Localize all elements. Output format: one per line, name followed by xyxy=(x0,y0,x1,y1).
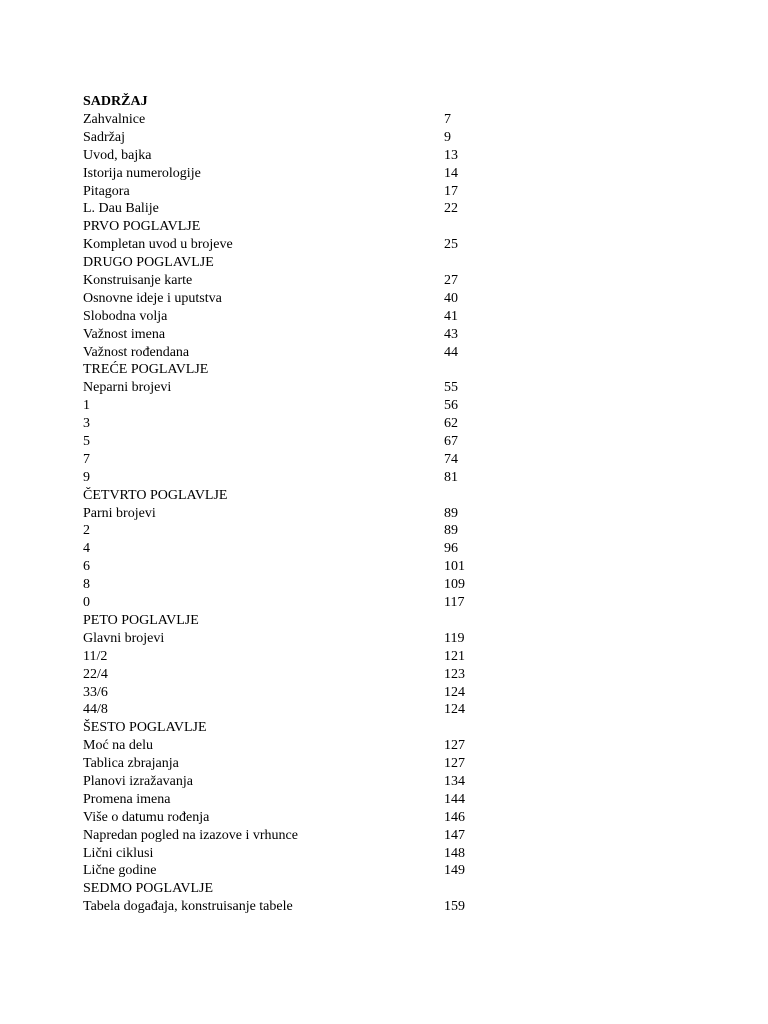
toc-entry-page-number: 127 xyxy=(444,756,465,772)
toc-entry-page-number: 41 xyxy=(444,308,458,324)
toc-entry-text: Lične godine xyxy=(83,863,157,879)
toc-entry xyxy=(83,648,503,666)
toc-entry-text: 9 xyxy=(83,469,90,485)
toc-entry-text: Uvod, bajka xyxy=(83,147,152,163)
toc-entry-page-number: 40 xyxy=(444,290,458,306)
toc-chapter-heading xyxy=(83,487,503,505)
toc-entry xyxy=(83,415,503,433)
table-of-contents xyxy=(83,93,503,916)
toc-entry-page-number: 101 xyxy=(444,559,465,575)
toc-entry xyxy=(83,433,503,451)
toc-entry-page-number: 74 xyxy=(444,451,458,467)
toc-entry-page-number: 17 xyxy=(444,183,458,199)
toc-entry-text: Slobodna volja xyxy=(83,308,168,324)
toc-entry xyxy=(83,200,503,218)
toc-entry-page-number: 13 xyxy=(444,147,458,163)
toc-entry-page-number: 117 xyxy=(444,595,465,611)
toc-entry-page-number: 81 xyxy=(444,469,458,485)
toc-entry-text: PETO POGLAVLJE xyxy=(83,612,199,628)
toc-entry-page-number: 44 xyxy=(444,344,458,360)
toc-entry-text: SEDMO POGLAVLJE xyxy=(83,881,214,897)
toc-entry-page-number: 119 xyxy=(444,630,465,646)
toc-entry-page-number: 124 xyxy=(444,702,465,718)
toc-entry xyxy=(83,308,503,326)
toc-entry xyxy=(83,451,503,469)
toc-entry xyxy=(83,684,503,702)
toc-entry xyxy=(83,111,503,129)
toc-entry xyxy=(83,791,503,809)
toc-entry-page-number: 43 xyxy=(444,326,458,342)
toc-entry-page-number: 89 xyxy=(444,523,458,539)
toc-entry-page-number: 149 xyxy=(444,863,465,879)
toc-entry-text: 8 xyxy=(83,577,90,593)
toc-entry-text: Tablica zbrajanja xyxy=(83,756,179,772)
toc-entry xyxy=(83,827,503,845)
toc-entry-page-number: 55 xyxy=(444,380,458,396)
toc-chapter-heading xyxy=(83,254,503,272)
toc-entry-text: Kompletan uvod u brojeve xyxy=(83,237,233,253)
toc-entry-text: 22/4 xyxy=(83,666,108,682)
toc-entry xyxy=(83,594,503,612)
toc-entry xyxy=(83,809,503,827)
toc-entry xyxy=(83,862,503,880)
toc-entry-text: Pitagora xyxy=(83,183,130,199)
toc-entry-text: 1 xyxy=(83,398,90,414)
toc-entry xyxy=(83,755,503,773)
toc-entry-text: ŠESTO POGLAVLJE xyxy=(83,720,207,736)
toc-entry xyxy=(83,236,503,254)
toc-entry-page-number: 14 xyxy=(444,165,458,181)
toc-entry-text: ČETVRTO POGLAVLJE xyxy=(83,487,228,503)
toc-entry xyxy=(83,898,503,916)
toc-entry xyxy=(83,183,503,201)
toc-entry xyxy=(83,630,503,648)
toc-entry xyxy=(83,272,503,290)
toc-title: SADRŽAJ xyxy=(83,94,148,109)
toc-list xyxy=(83,111,503,916)
toc-entry-page-number: 127 xyxy=(444,738,465,754)
toc-entry-page-number: 67 xyxy=(444,434,458,450)
toc-entry xyxy=(83,522,503,540)
toc-entry-text: Glavni brojevi xyxy=(83,630,165,646)
toc-entry-text: Konstruisanje karte xyxy=(83,273,193,289)
toc-entry xyxy=(83,505,503,523)
toc-entry-page-number: 159 xyxy=(444,899,465,915)
toc-entry-page-number: 146 xyxy=(444,809,465,825)
toc-entry-text: Važnost rođendana xyxy=(83,344,190,360)
toc-chapter-heading xyxy=(83,218,503,236)
toc-entry xyxy=(83,845,503,863)
toc-entry-text: Lični ciklusi xyxy=(83,845,154,861)
toc-entry-text: 3 xyxy=(83,416,90,432)
toc-entry xyxy=(83,701,503,719)
toc-entry-page-number: 7 xyxy=(444,112,451,127)
toc-entry xyxy=(83,773,503,791)
toc-entry-text: 2 xyxy=(83,523,90,539)
toc-entry-page-number: 124 xyxy=(444,684,465,700)
toc-entry xyxy=(83,737,503,755)
toc-entry-text: Tabela događaja, konstruisanje tabele xyxy=(83,899,293,915)
toc-entry-page-number: 22 xyxy=(444,201,458,217)
toc-entry-text: 7 xyxy=(83,451,90,467)
toc-entry-page-number: 121 xyxy=(444,648,465,664)
toc-entry-page-number: 123 xyxy=(444,666,465,682)
toc-entry xyxy=(83,129,503,147)
toc-entry-page-number: 9 xyxy=(444,129,451,145)
toc-entry-text: Više o datumu rođenja xyxy=(83,809,210,825)
toc-entry-text: Promena imena xyxy=(83,791,171,807)
toc-entry-page-number: 62 xyxy=(444,416,458,432)
toc-entry xyxy=(83,666,503,684)
toc-chapter-heading xyxy=(83,719,503,737)
toc-entry-text: 5 xyxy=(83,434,90,450)
toc-entry-page-number: 96 xyxy=(444,541,458,557)
toc-entry-text: Planovi izražavanja xyxy=(83,773,194,789)
toc-entry-text: 0 xyxy=(83,595,90,611)
toc-entry xyxy=(83,469,503,487)
toc-entry-text: Zahvalnice xyxy=(83,112,146,127)
toc-chapter-heading xyxy=(83,880,503,898)
toc-entry xyxy=(83,165,503,183)
toc-entry-text: TREĆE POGLAVLJE xyxy=(83,362,209,378)
toc-entry-text: Sadržaj xyxy=(83,129,125,145)
toc-entry xyxy=(83,576,503,594)
toc-entry-text: 4 xyxy=(83,541,90,557)
toc-entry-text: Neparni brojevi xyxy=(83,380,172,396)
toc-entry-page-number: 27 xyxy=(444,273,458,289)
toc-chapter-heading xyxy=(83,361,503,379)
toc-entry-page-number: 89 xyxy=(444,505,458,521)
toc-entry-text: 6 xyxy=(83,559,90,575)
toc-entry xyxy=(83,290,503,308)
toc-entry-page-number: 25 xyxy=(444,237,458,253)
toc-entry xyxy=(83,397,503,415)
toc-entry-page-number: 148 xyxy=(444,845,465,861)
toc-entry xyxy=(83,379,503,397)
toc-entry-text: 33/6 xyxy=(83,684,108,700)
toc-entry-text: Istorija numerologije xyxy=(83,165,201,181)
toc-entry xyxy=(83,558,503,576)
toc-entry-text: PRVO POGLAVLJE xyxy=(83,219,201,235)
toc-entry-page-number: 109 xyxy=(444,577,465,593)
toc-entry xyxy=(83,147,503,165)
toc-entry-page-number: 134 xyxy=(444,773,465,789)
toc-entry-text: Osnovne ideje i uputstva xyxy=(83,290,222,306)
toc-entry xyxy=(83,540,503,558)
toc-entry xyxy=(83,326,503,344)
toc-entry-text: Moć na delu xyxy=(83,738,153,754)
toc-entry-text: 44/8 xyxy=(83,702,108,718)
toc-entry-page-number: 144 xyxy=(444,791,465,807)
toc-entry-text: Parni brojevi xyxy=(83,505,156,521)
toc-entry xyxy=(83,344,503,362)
toc-entry-page-number: 56 xyxy=(444,398,458,414)
toc-entry-text: 11/2 xyxy=(83,648,108,664)
toc-entry-text: Napredan pogled na izazove i vrhunce xyxy=(83,827,298,843)
toc-chapter-heading xyxy=(83,612,503,630)
toc-entry-text: DRUGO POGLAVLJE xyxy=(83,255,214,271)
toc-entry-page-number: 147 xyxy=(444,827,465,843)
toc-entry-text: Važnost imena xyxy=(83,326,166,342)
toc-entry-text: L. Dau Balije xyxy=(83,201,159,217)
